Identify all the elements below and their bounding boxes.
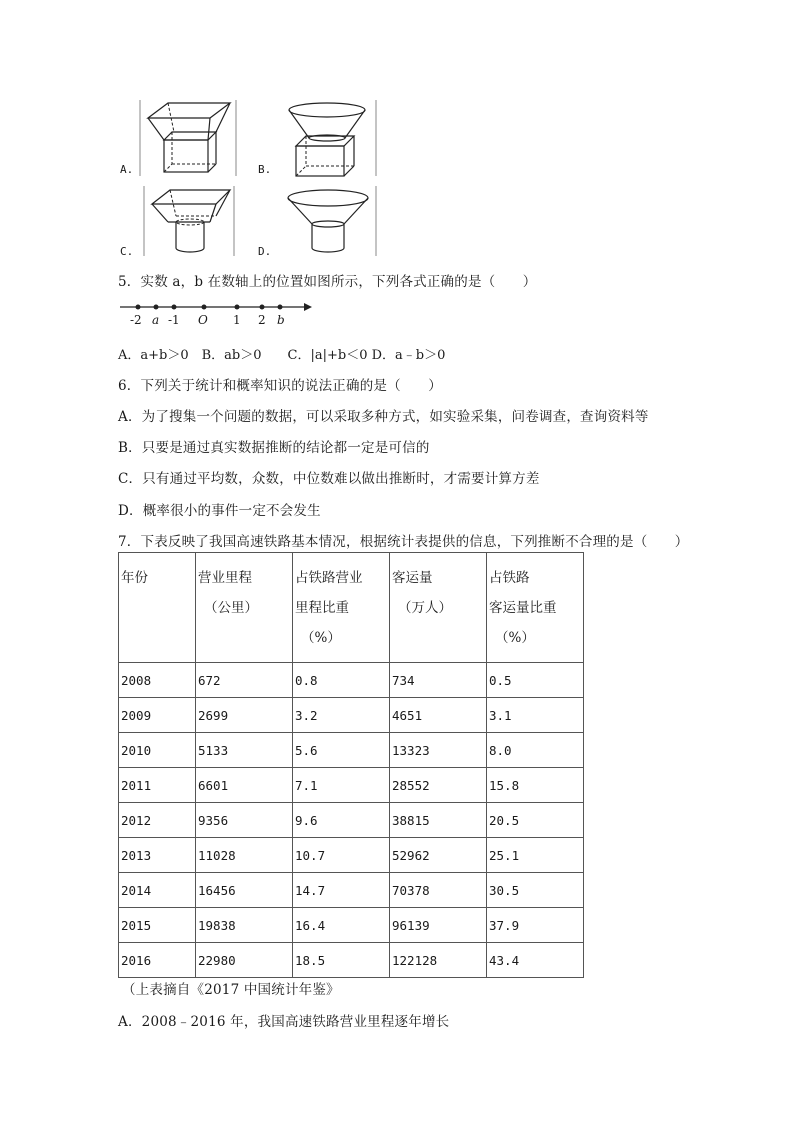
question-6-option-a: A．为了搜集一个问题的数据，可以采取多种方式，如实验采集，问卷调查，查询资料等 (118, 409, 649, 425)
figure-option-d-label: D. (258, 245, 272, 258)
header-mileage-share-line2: 里程比重 (295, 600, 349, 616)
question-7-option-a: A．2008﹣2016 年，我国高速铁路营业里程逐年增长 (118, 1014, 450, 1030)
table-cell: 9356 (196, 803, 293, 838)
table-cell: 4651 (390, 698, 487, 733)
table-source-note: （上表摘自《2017 中国统计年鉴》 (122, 982, 340, 998)
header-passengers (390, 553, 487, 663)
header-mileage-label: 营业里程 (198, 570, 252, 586)
table-cell: 18.5 (293, 943, 390, 978)
figure-b-cone-frustum-on-cube (282, 100, 382, 180)
question-7-stem: 7．下表反映了我国高速铁路基本情况，根据统计表提供的信息，下列推断不合理的是（ ） (118, 534, 689, 550)
table-cell: 2016 (119, 943, 196, 978)
header-mileage-share-line1: 占铁路营业 (295, 570, 363, 586)
table-cell: 38815 (390, 803, 487, 838)
table-cell: 43.4 (487, 943, 584, 978)
table-cell: 8.0 (487, 733, 584, 768)
figure-option-b-label: B. (258, 163, 272, 176)
table-row (119, 803, 584, 838)
header-mileage-share (293, 553, 390, 663)
table-cell: 2010 (119, 733, 196, 768)
table-cell: 2013 (119, 838, 196, 873)
table-cell: 672 (196, 663, 293, 698)
table-cell: 5.6 (293, 733, 390, 768)
table-body (119, 663, 584, 978)
table-cell: 70378 (390, 873, 487, 908)
table-row (119, 733, 584, 768)
table-cell: 0.5 (487, 663, 584, 698)
table-cell: 6601 (196, 768, 293, 803)
header-mileage-share-unit: （%） (301, 630, 341, 646)
axis-label-origin: O (198, 313, 208, 327)
question-6-option-d: D．概率很小的事件一定不会发生 (118, 503, 321, 519)
header-passenger-share-line2: 客运量比重 (489, 600, 557, 616)
axis-label-1: 1 (233, 313, 241, 327)
number-line (118, 298, 318, 330)
number-line-arrow-icon (304, 303, 312, 311)
table-cell: 16456 (196, 873, 293, 908)
axis-label-2: 2 (258, 313, 266, 327)
table-cell: 96139 (390, 908, 487, 943)
figure-option-c-label: C. (120, 245, 134, 258)
header-passengers-unit: （万人） (398, 600, 452, 616)
table-cell: 37.9 (487, 908, 584, 943)
figure-c-frustum-on-cylinder (140, 186, 240, 258)
question-5-options: A．a+b＞0 B．ab＞0 C．|a|+b＜0 D．a﹣b＞0 (118, 348, 446, 363)
table-row (119, 768, 584, 803)
header-mileage (196, 553, 293, 663)
axis-label-a: a (152, 313, 160, 327)
table-cell: 52962 (390, 838, 487, 873)
header-passenger-share-unit: （%） (495, 630, 535, 646)
statistics-table (118, 552, 584, 978)
table-cell: 30.5 (487, 873, 584, 908)
table-cell: 13323 (390, 733, 487, 768)
table-cell: 2699 (196, 698, 293, 733)
table-cell: 10.7 (293, 838, 390, 873)
axis-label-minus-2: -2 (130, 313, 142, 327)
table-cell: 22980 (196, 943, 293, 978)
table-cell: 734 (390, 663, 487, 698)
table-cell: 2012 (119, 803, 196, 838)
table-row (119, 943, 584, 978)
header-passenger-share-line1: 占铁路 (489, 570, 530, 586)
table-cell: 28552 (390, 768, 487, 803)
table-cell: 2015 (119, 908, 196, 943)
table-cell: 9.6 (293, 803, 390, 838)
table-row (119, 838, 584, 873)
table-cell: 2014 (119, 873, 196, 908)
table-row (119, 663, 584, 698)
table-row (119, 698, 584, 733)
table-cell: 122128 (390, 943, 487, 978)
question-6-option-c: C．只有通过平均数，众数，中位数难以做出推断时，才需要计算方差 (118, 471, 540, 487)
table-row (119, 873, 584, 908)
question-5-stem: 5．实数 a，b 在数轴上的位置如图所示，下列各式正确的是（ ） (118, 274, 537, 290)
table-cell: 0.8 (293, 663, 390, 698)
table-row (119, 908, 584, 943)
question-6-stem: 6．下列关于统计和概率知识的说法正确的是（ ） (118, 378, 442, 394)
table-cell: 2009 (119, 698, 196, 733)
figure-option-a-label: A. (120, 163, 134, 176)
axis-label-b: b (277, 313, 285, 327)
header-year-label: 年份 (121, 570, 148, 586)
header-year (119, 553, 196, 663)
axis-label-minus-1: -1 (168, 313, 180, 327)
figure-d-cone-frustum-on-cylinder (282, 186, 382, 258)
table-cell: 20.5 (487, 803, 584, 838)
table-cell: 11028 (196, 838, 293, 873)
table-header-row (119, 553, 584, 663)
figure-a-frustum-on-cube (138, 100, 238, 180)
table-cell: 3.2 (293, 698, 390, 733)
table-cell: 15.8 (487, 768, 584, 803)
table-cell: 16.4 (293, 908, 390, 943)
table-cell: 7.1 (293, 768, 390, 803)
table-cell: 14.7 (293, 873, 390, 908)
table-cell: 3.1 (487, 698, 584, 733)
header-passenger-share (487, 553, 584, 663)
table-cell: 2011 (119, 768, 196, 803)
question-6-option-b: B．只要是通过真实数据推断的结论都一定是可信的 (118, 440, 430, 456)
table-cell: 19838 (196, 908, 293, 943)
table-cell: 2008 (119, 663, 196, 698)
header-passengers-label: 客运量 (392, 570, 433, 586)
table-cell: 5133 (196, 733, 293, 768)
header-mileage-unit: （公里） (204, 600, 258, 616)
table-cell: 25.1 (487, 838, 584, 873)
